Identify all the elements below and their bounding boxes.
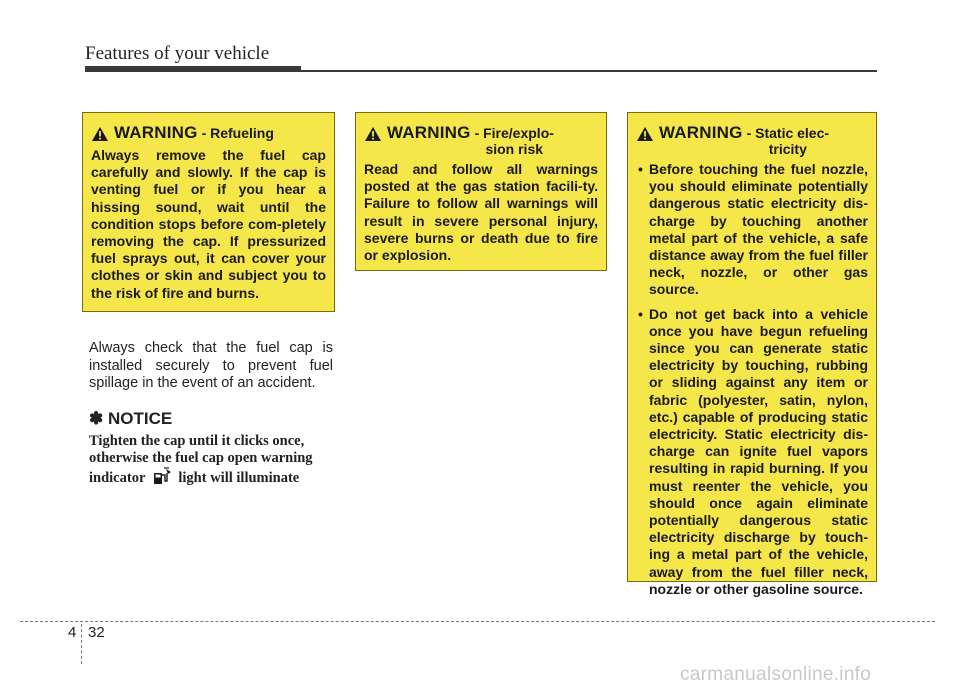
section-number: 4 xyxy=(68,624,77,641)
warning-body: Read and follow all warnings posted at the gas station facili-ty. Failure to follow all warnings will result in severe personal injury, severe burns or death due to fire or explosion. xyxy=(364,161,598,264)
notice-heading xyxy=(89,409,172,429)
warning-body: Always remove the fuel cap carefully and slowly. If the cap is venting fuel or if you hear a hissing sound, wait until the condition stops before com-pletely removing the cap. If pressurized fuel sprays out, it can cover your clothes or skin and subject you to the risk of fire and burns. xyxy=(91,147,326,301)
warning-box-fire xyxy=(355,112,607,271)
notice-text-after: light will illuminate xyxy=(178,470,300,486)
warning-box-static xyxy=(627,112,877,597)
warning-subtitle-line1: - Static elec- xyxy=(746,125,830,141)
warning-box-refueling xyxy=(82,112,335,312)
footer-divider xyxy=(81,624,82,664)
warning-triangle-icon xyxy=(636,126,654,142)
warning-header xyxy=(636,123,868,157)
warning-label: WARNING xyxy=(387,123,471,142)
warning-subtitle: - Refueling xyxy=(201,125,274,141)
warning-subtitle-line1: - Fire/explo- xyxy=(474,125,554,141)
warning-triangle-icon xyxy=(91,126,109,142)
notice-title: NOTICE xyxy=(107,409,173,428)
page-number: 32 xyxy=(88,624,105,641)
warning-subtitle-line2: tricity xyxy=(768,141,807,157)
header-rule-thin xyxy=(301,70,877,72)
warning-subtitle xyxy=(747,125,829,157)
warning-subtitle xyxy=(475,125,554,157)
body-paragraph: Always check that the fuel cap is installed securely to prevent fuel spillage in the event of an accident. xyxy=(89,340,333,391)
notice-text-before: Tighten the cap until it clicks once, otherwise the fuel cap open warning indicator xyxy=(89,433,313,486)
fuel-cap-open-indicator-icon xyxy=(151,467,173,485)
warning-header xyxy=(91,123,326,143)
list-item: • Do not get back into a vehicle once you have begun refueling since you can generate static electricity by touching, rubbing or sliding against any item or fabric (polyester, satin, nylon, etc.) capable of producing static electricity. Static electricity dis-charge can ignite fuel vapors resulting in rapid burning. If you must reenter the vehicle, you should once again eliminate potentially dangerous static electricity discharge by touch-ing a metal part of the vehicle, away from the fuel filler neck, nozzle or other gasoline source. xyxy=(636,306,868,598)
footer-rule xyxy=(20,621,935,622)
warning-header xyxy=(364,123,598,157)
watermark: carmanualsonline.info xyxy=(680,664,872,685)
warning-triangle-icon xyxy=(364,126,382,142)
header-rule-thick xyxy=(85,66,301,72)
warning-bullet-list xyxy=(636,161,868,598)
list-item: • Before touching the fuel nozzle, you should eliminate potentially dangerous static electricity dis-charge by touching another metal part of the vehicle, a safe distance away from the fuel filler neck, nozzle, or other gas source. xyxy=(636,161,868,299)
page-header-title: Features of your vehicle xyxy=(85,43,270,64)
warning-label: WARNING xyxy=(659,123,743,142)
notice-body xyxy=(89,433,335,487)
notice-symbol: ✽ xyxy=(89,409,104,428)
warning-label: WARNING xyxy=(114,123,198,142)
warning-subtitle-line2: sion risk xyxy=(485,141,544,157)
